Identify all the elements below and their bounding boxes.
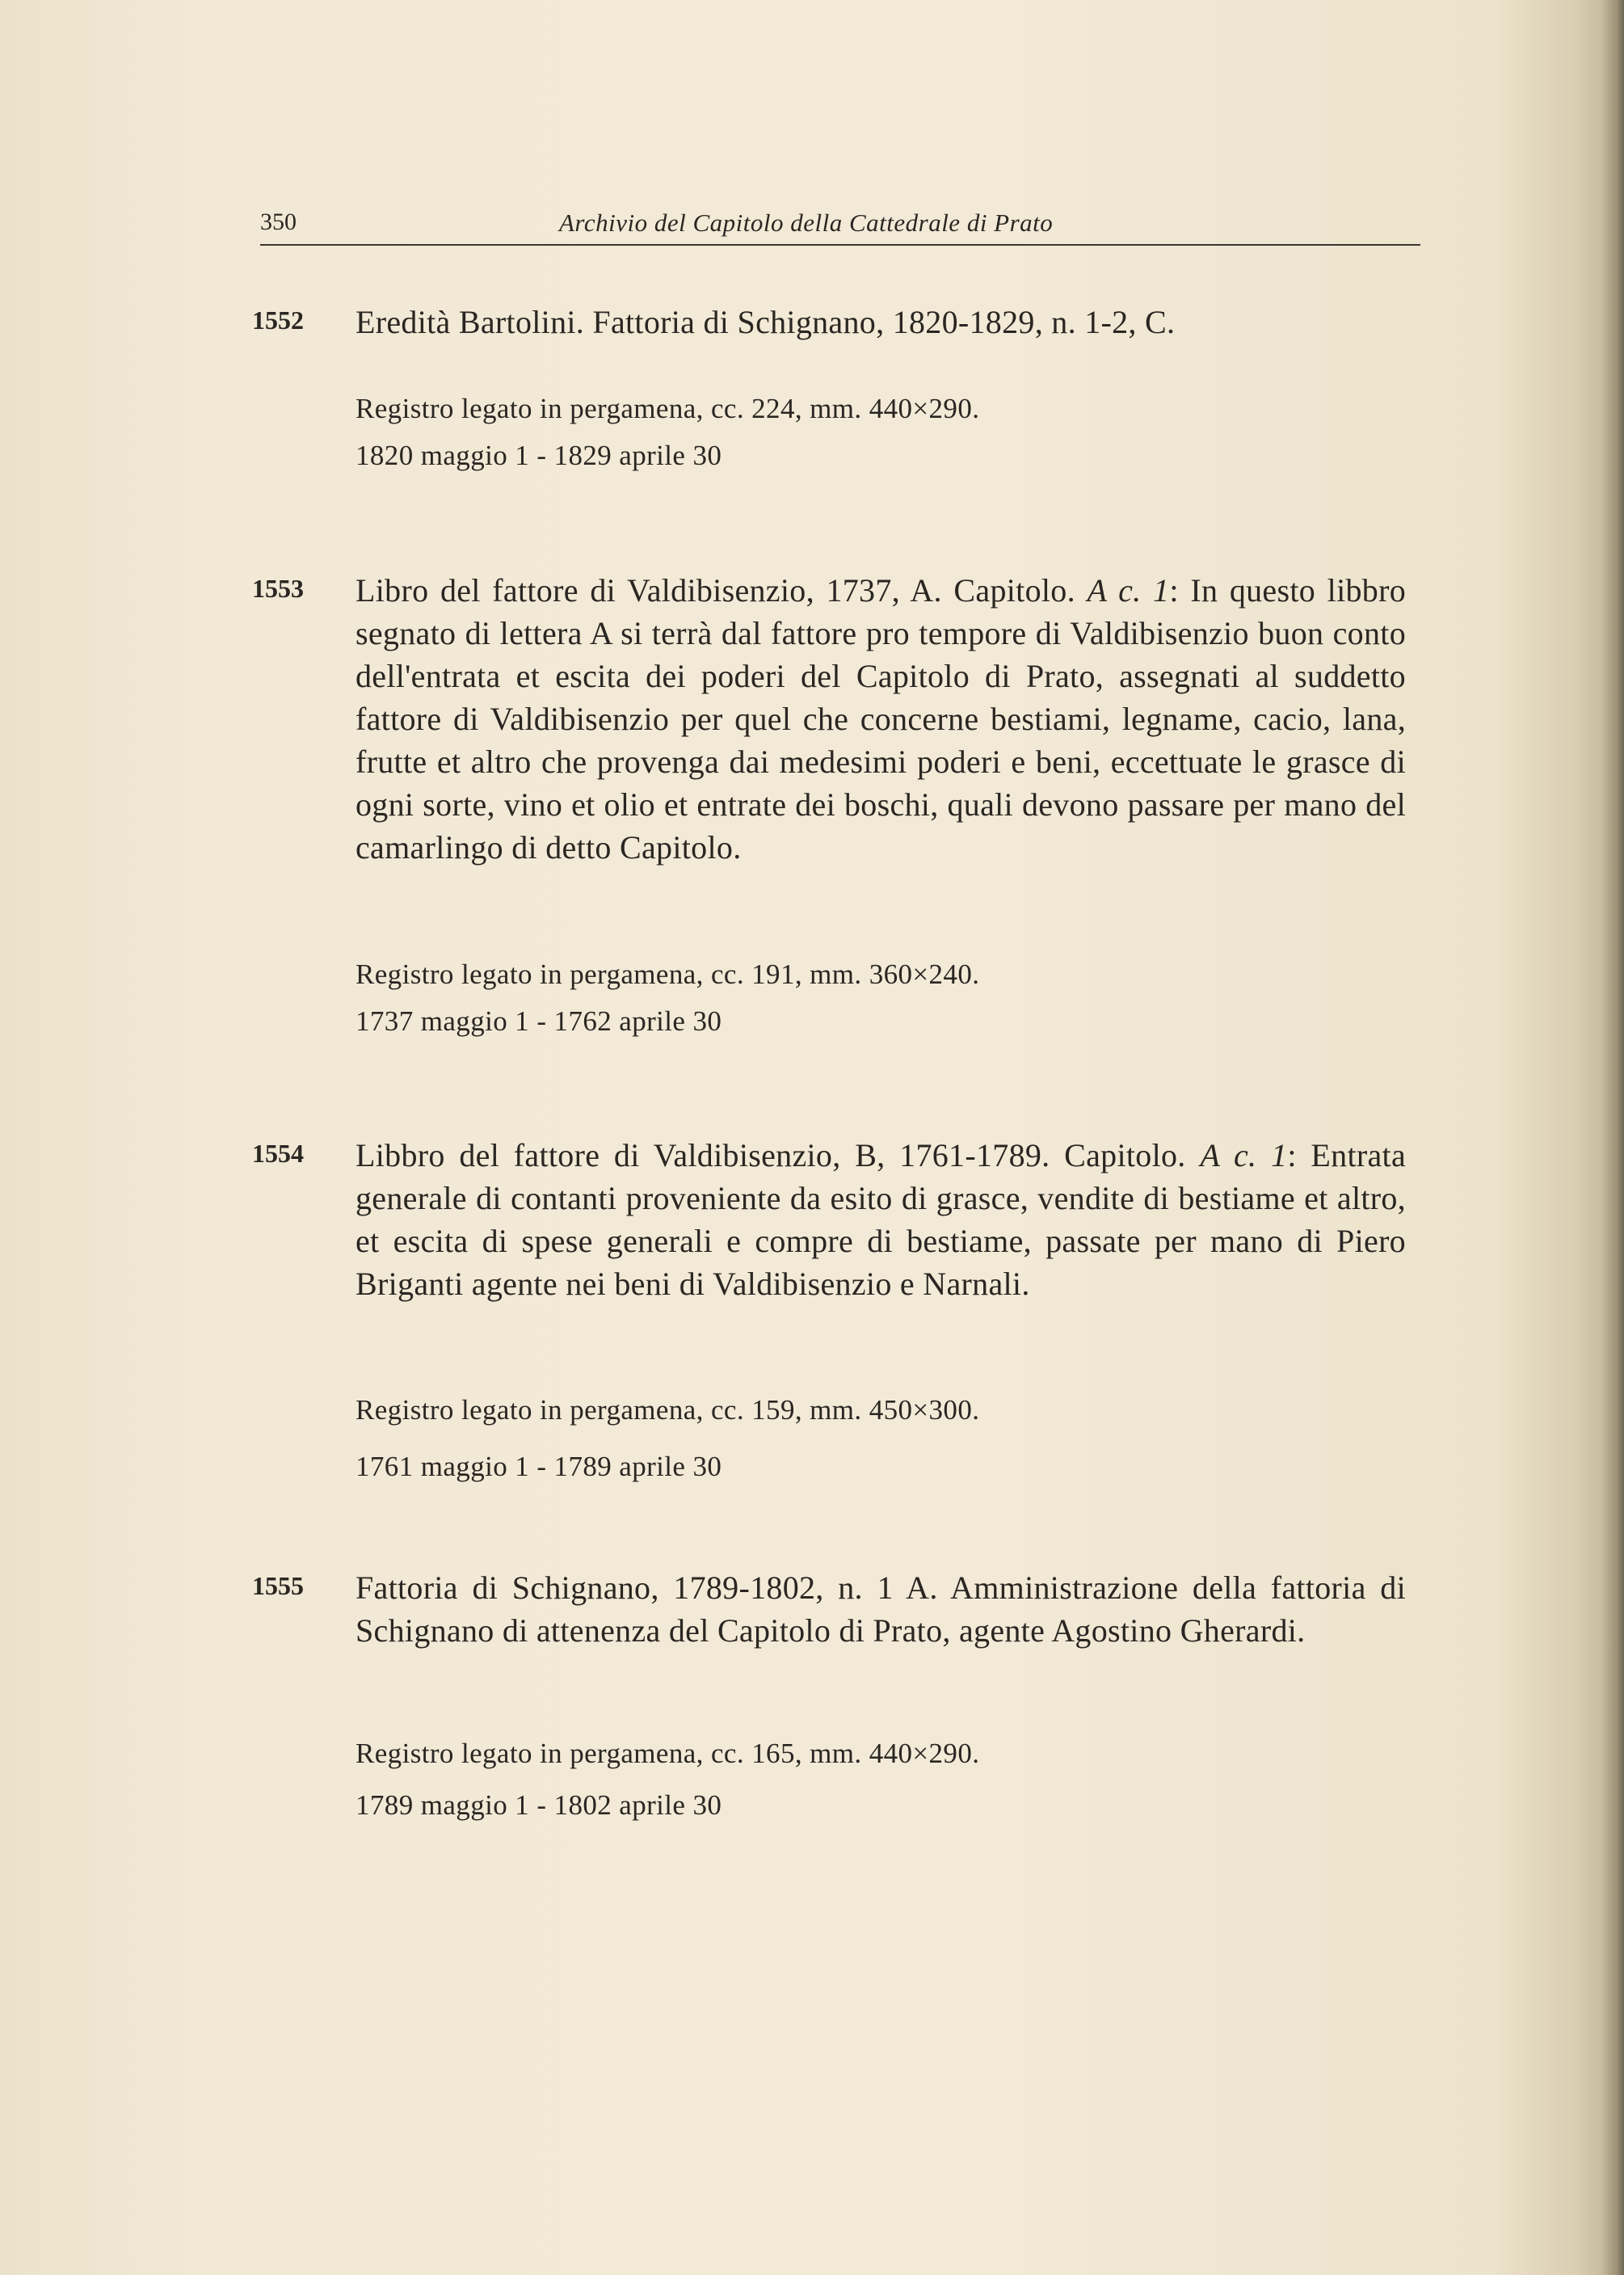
entry-title-text: Libro del fattore di Valdibisenzio, 1737, A. Capitolo. bbox=[356, 572, 1075, 609]
entry-title bbox=[356, 1134, 1406, 1305]
entry-title bbox=[356, 1566, 1406, 1652]
entry-dates: 1737 maggio 1 - 1762 aprile 30 bbox=[356, 1005, 722, 1037]
entry-title-text: Eredità Bartolini. Fattoria di Schignano, 1820-1829, n. 1-2, C. bbox=[356, 304, 1176, 340]
entry-title-folio: A c. 1 bbox=[1200, 1137, 1288, 1173]
entry-title-text: Fattoria di Schignano, 1789-1802, n. 1 A. Amministrazione della fattoria di Schignano di attenenza del Capitolo di Prato, agente Agostino Gherardi. bbox=[356, 1569, 1406, 1649]
entry-description: Registro legato in pergamena, cc. 159, mm. 450×300. bbox=[356, 1394, 980, 1426]
entry-number: 1554 bbox=[252, 1139, 304, 1168]
entry-dates: 1820 maggio 1 - 1829 aprile 30 bbox=[356, 440, 722, 471]
entry-title-folio: A c. 1 bbox=[1087, 572, 1170, 609]
entry-title bbox=[356, 569, 1406, 869]
entry-dates: 1761 maggio 1 - 1789 aprile 30 bbox=[356, 1451, 722, 1482]
entry-title-incipit: : Entrata generale di contanti proveniente da esito di grasce, vendite di bestiame et altro, et escita di spese generali e compre di bestiame, passate per mano di Piero Briganti agente nei beni di Valdibisenzio e Narnali. bbox=[356, 1137, 1407, 1302]
page-edge-shadow bbox=[1601, 0, 1624, 2275]
page-number: 350 bbox=[260, 209, 297, 235]
entry-title bbox=[356, 301, 1406, 343]
entry-description: Registro legato in pergamena, cc. 224, mm. 440×290. bbox=[356, 393, 980, 424]
entry-number: 1552 bbox=[252, 305, 304, 335]
entry-title-incipit: : In questo libbro segnato di lettera A si terrà dal fattore pro tempore di Valdibisenzio buon conto dell'entrata et escita dei poderi del Capitolo di Prato, assegnati al suddetto fattore di Valdibisenzio per quel che concerne bestiami, legname, cacio, lana, frutte et altro che provenga dai medesimi poderi e beni, eccettuate le grasce di ogni sorte, vino et olio et entrate dei boschi, quali devono passare per mano del camarlingo di detto Capitolo. bbox=[356, 572, 1406, 866]
entry-number: 1553 bbox=[252, 574, 304, 603]
entry-dates: 1789 maggio 1 - 1802 aprile 30 bbox=[356, 1789, 722, 1821]
page-header bbox=[260, 204, 1420, 246]
entry-description: Registro legato in pergamena, cc. 165, mm. 440×290. bbox=[356, 1738, 980, 1769]
entry-title-text: Libbro del fattore di Valdibisenzio, B, 1761-1789. Capitolo. bbox=[356, 1137, 1186, 1173]
entry-description: Registro legato in pergamena, cc. 191, mm. 360×240. bbox=[356, 958, 980, 990]
running-title: Archivio del Capitolo della Cattedrale di Prato bbox=[559, 209, 1054, 237]
entry-number: 1555 bbox=[252, 1571, 304, 1600]
